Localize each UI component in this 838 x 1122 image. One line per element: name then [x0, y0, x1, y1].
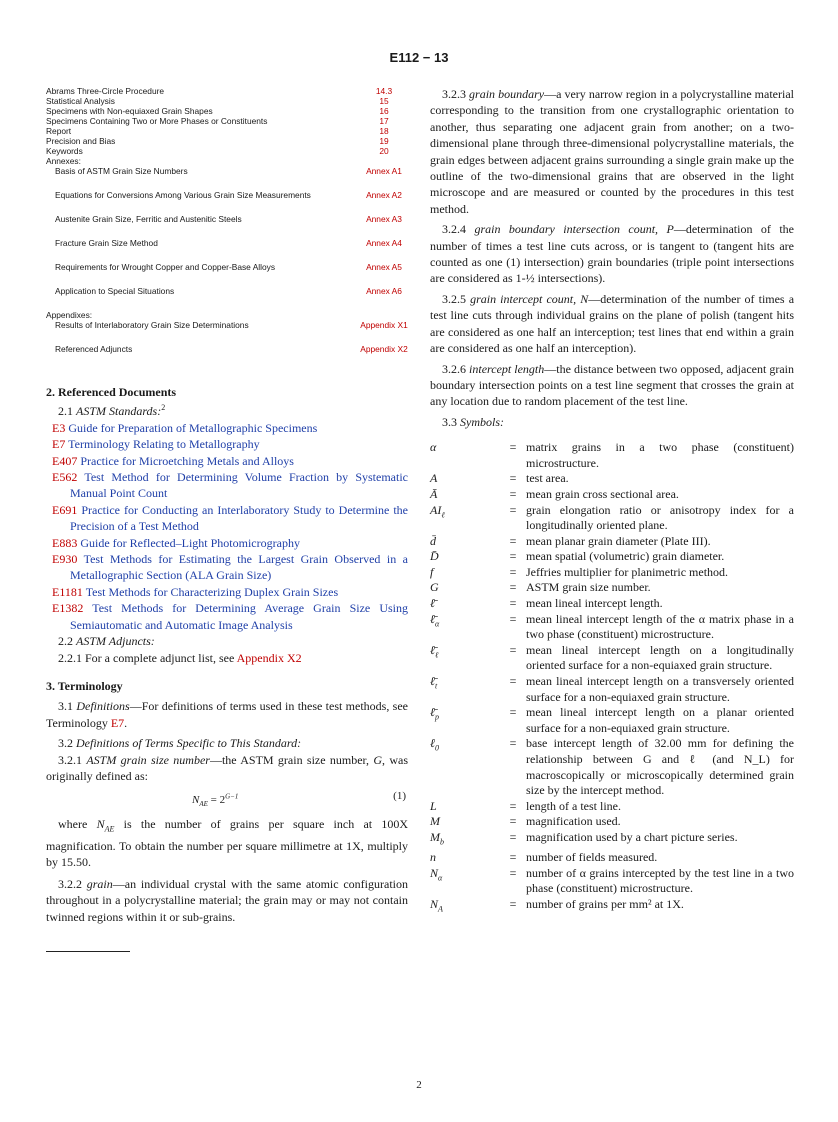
- standard-title: Terminology Relating to Metallography: [68, 437, 260, 452]
- toc-row: [46, 344, 408, 368]
- toc-row: [46, 116, 408, 126]
- equals-sign: =: [509, 596, 517, 611]
- symbol-row: [430, 596, 794, 612]
- symbol-description: mean spatial (volumetric) grain diameter.: [526, 549, 725, 564]
- referenced-document: [46, 600, 408, 633]
- toc-ref-link[interactable]: 15: [379, 96, 389, 106]
- e7-link[interactable]: E7: [110, 715, 125, 730]
- toc-label: Equations for Conversions Among Various Grain Size Measurements: [55, 190, 311, 200]
- symbol-row: [430, 866, 794, 897]
- toc-ref-link[interactable]: Appendix X1: [360, 320, 408, 330]
- symbol-description: matrix grains in a two phase (constituent) microstructure.: [526, 440, 794, 470]
- referenced-documents-list: [46, 420, 408, 633]
- section-2-2: 2.2 ASTM Adjuncts:: [58, 634, 155, 649]
- section-3-2-2: 3.2.2 grain—an individual crystal with the same atomic configuration throughout in a polycrystalline material; the grain may or may not contain twinned regions within it or sub-grains.: [46, 876, 408, 924]
- toc-row: [46, 214, 408, 238]
- right-column: [430, 86, 794, 917]
- toc-ref-link[interactable]: Annex A6: [366, 286, 402, 296]
- standard-code-link[interactable]: E7: [52, 437, 66, 452]
- toc-label: Specimens with Non-equiaxed Grain Shapes: [46, 106, 213, 116]
- section-3-2-3: 3.2.3 grain boundary—a very narrow region in a polycrystalline material corresponding to the transition from one crystallographic orientation to another, thus separating one adjacent grain from another; on a two-dimensional plane through three-dimensional polycrystalline materials, the grain edges between adjacent grains surrounding a single grain make up the outline of the two-dimensional grains that are observed in the light microscope and are measured or counted by the procedures in this test method.: [430, 87, 794, 216]
- symbol-row: [430, 487, 794, 503]
- page-header: E112 − 13: [389, 50, 449, 65]
- symbol-description: number of grains per mm² at 1X.: [526, 896, 684, 911]
- symbol: d̄: [430, 533, 436, 548]
- symbol-description: Jeffries multiplier for planimetric method.: [526, 564, 729, 579]
- toc-ref-link[interactable]: 19: [379, 136, 389, 146]
- referenced-document: [46, 453, 408, 469]
- where-clause: where $N_{AE}$ is the number of grains per square inch at 100X magnification. To obtain the number per square millimetre at 1X, multiply by 15.50.: [46, 817, 409, 870]
- toc-label: Statistical Analysis: [46, 96, 115, 106]
- symbol: D̄: [430, 549, 439, 564]
- equals-sign: =: [509, 798, 517, 813]
- toc-label: Basis of ASTM Grain Size Numbers: [55, 166, 188, 176]
- toc-ref-link[interactable]: Annex A4: [366, 238, 402, 248]
- equals-sign: =: [509, 440, 517, 455]
- equals-sign: =: [509, 580, 517, 595]
- symbol-row: [430, 549, 794, 565]
- symbol-row: [430, 580, 794, 596]
- equals-sign: =: [509, 849, 517, 864]
- symbol-row: [430, 440, 794, 471]
- symbol: L: [430, 798, 437, 813]
- equation-number: (1): [393, 790, 406, 803]
- equals-sign: =: [509, 896, 517, 911]
- symbol-description: mean lineal intercept length on a planar oriented surface for a non-equiaxed grain structure.: [526, 705, 794, 735]
- equals-sign: =: [509, 471, 517, 486]
- equals-sign: =: [509, 502, 517, 517]
- section-2-1: 2.1 ASTM Standards:$^2$: [58, 403, 166, 419]
- standard-title: Guide for Preparation of Metallographic Specimens: [68, 420, 318, 435]
- symbol-description: length of a test line.: [526, 798, 621, 813]
- referenced-document: [46, 420, 408, 436]
- toc-row: [46, 86, 408, 96]
- toc-label: Specimens Containing Two or More Phases or Constituents: [46, 116, 268, 126]
- equals-sign: =: [509, 564, 517, 579]
- referenced-document: [46, 584, 408, 600]
- referenced-document: [46, 469, 408, 502]
- equals-sign: =: [509, 865, 517, 880]
- symbol-description: mean lineal intercept length.: [526, 596, 663, 611]
- toc-ref-link[interactable]: 14.3: [375, 86, 393, 96]
- toc-row: [46, 156, 408, 166]
- standard-title: Test Methods for Determining Average Grain Size Using Semiautomatic and Automatic Image Analysis: [70, 601, 408, 632]
- toc-row: [46, 262, 408, 286]
- symbol-description: number of α grains intercepted by the test line in a two phase (constituent) microstructure.: [526, 865, 794, 896]
- symbol-description: mean lineal intercept length of the α matrix phase in a two phase (constituent) microstructure.: [526, 611, 794, 642]
- symbol-row: [430, 814, 794, 830]
- symbol-row: [430, 534, 794, 550]
- symbol-description: grain elongation ratio or anisotropy index for a longitudinally oriented plane.: [526, 502, 794, 533]
- standard-code-link[interactable]: E407: [52, 453, 78, 468]
- section-3-2: 3.2 Definitions of Terms Specific to This Standard:: [58, 736, 302, 751]
- toc-row: [46, 96, 408, 106]
- referenced-document: [46, 551, 408, 584]
- section-3-1: 3.1 Definitions—For definitions of terms used in these test methods, see Terminology E7.: [46, 699, 409, 730]
- toc-ref-link[interactable]: [360, 156, 408, 166]
- symbol: G: [430, 580, 439, 595]
- section-3-heading: 3. Terminology: [46, 678, 123, 693]
- section-3-2-4: 3.2.4 grain boundary intersection count, P—determination of the number of times a test line cuts across, or is tangent to (tangent hits are counted as one (1) intersection) grain boundaries (triple point intersections are considered as 1-½ intersections).: [430, 222, 794, 286]
- equals-sign: =: [509, 829, 517, 844]
- symbol-description: mean lineal intercept length on a transversely oriented surface for a non-equiaxed grain structure.: [526, 674, 794, 704]
- symbol-description: mean planar grain diameter (Plate III).: [526, 533, 711, 548]
- toc-ref-link[interactable]: Annex A5: [366, 262, 402, 272]
- page-number: 2: [416, 1079, 422, 1091]
- symbol-description: magnification used.: [526, 814, 621, 829]
- symbol-row: [430, 674, 794, 705]
- section-3-2-5: 3.2.5 grain intercept count, N—determination of the number of times a test line cuts through individual grains on the plane of polish (tangent hits are considered as one half an interception; test lines that end within a grain are considered as one half an interception).: [430, 291, 795, 356]
- symbol: n: [430, 849, 436, 864]
- toc-label: Keywords: [46, 146, 83, 156]
- section-3-2-6: 3.2.6 intercept length—the distance between two opposed, adjacent grain boundary intersection points on a test line segment that crosses the grain at any location due to random placement of the test line.: [430, 361, 794, 409]
- standard-code-link[interactable]: E1181: [52, 584, 83, 599]
- symbol-row: [430, 736, 794, 798]
- equals-sign: =: [509, 549, 517, 564]
- symbol-description: mean lineal intercept length on a longitudinally oriented surface for a non-equiaxed grain structure.: [526, 642, 794, 673]
- symbol-row: [430, 503, 794, 534]
- symbol-description: magnification used by a chart picture series.: [526, 829, 738, 844]
- toc-ref-link[interactable]: Annex A2: [366, 190, 402, 200]
- symbol-description: mean grain cross sectional area.: [526, 486, 679, 501]
- toc-label: Abrams Three-Circle Procedure: [46, 86, 165, 96]
- toc-label: Fracture Grain Size Method: [55, 238, 158, 248]
- symbol-description: base intercept length of 32.00 mm for defining the relationship between G and ℓ (and N_L) for macroscopically or microscopically determined grain size by the intercept method.: [526, 736, 794, 798]
- toc-ref-link[interactable]: Annex A3: [366, 214, 402, 224]
- symbol: $N_A$: [430, 896, 443, 914]
- section-2-2-1: 2.2.1 For a complete adjunct list, see Appendix X2: [58, 650, 302, 665]
- section-2-heading: 2. Referenced Documents: [46, 385, 177, 399]
- equals-sign: =: [509, 642, 517, 657]
- table-of-contents: [46, 86, 408, 368]
- referenced-document: [46, 535, 408, 551]
- toc-label: Appendixes:: [46, 310, 93, 320]
- appendix-x2-link[interactable]: Appendix X2: [236, 650, 302, 665]
- standard-title: Guide for Reflected–Light Photomicrography: [80, 535, 300, 550]
- symbol-row: [430, 830, 794, 850]
- toc-ref-link[interactable]: 18: [379, 126, 389, 136]
- toc-label: Application to Special Situations: [55, 286, 175, 296]
- symbol: f: [430, 564, 434, 579]
- equals-sign: =: [509, 705, 517, 720]
- toc-label: Austenite Grain Size, Ferritic and Austenitic Steels: [55, 214, 242, 224]
- symbol: ℓ$_0$: [430, 736, 439, 753]
- standard-title: Practice for Microetching Metals and Alloys: [80, 453, 294, 468]
- referenced-document: [46, 502, 408, 535]
- symbol: Ā: [430, 486, 438, 501]
- symbol: $\ell̄_\ell$: [430, 642, 439, 660]
- standard-title: Test Methods for Characterizing Duplex Grain Sizes: [85, 584, 339, 599]
- symbol: $\ell̄_\alpha$: [430, 611, 440, 629]
- toc-ref-link[interactable]: Annex A1: [366, 166, 402, 176]
- symbol-row: [430, 565, 794, 581]
- symbol-row: [430, 850, 794, 866]
- equals-sign: =: [509, 611, 517, 626]
- footnote-rule: [46, 951, 130, 952]
- toc-row: [46, 190, 408, 214]
- symbol-row: [430, 705, 794, 736]
- toc-ref-link[interactable]: 17: [379, 116, 389, 126]
- toc-ref-link[interactable]: Appendix X2: [360, 344, 408, 354]
- toc-row: [46, 238, 408, 262]
- standard-title: Practice for Conducting an Interlaboratory Study to Determine the Precision of a Test Method: [70, 502, 408, 534]
- toc-row: [46, 320, 408, 344]
- standard-code-link[interactable]: E883: [52, 535, 78, 550]
- toc-ref-link[interactable]: 16: [379, 106, 389, 116]
- toc-label: Results of Interlaboratory Grain Size Determinations: [55, 320, 249, 330]
- symbol: ℓ̄: [430, 596, 435, 611]
- toc-ref-link[interactable]: [360, 310, 408, 320]
- left-column: [46, 86, 408, 952]
- toc-row: [46, 106, 408, 116]
- symbol-row: [430, 471, 794, 487]
- standard-code-link[interactable]: E562: [52, 470, 78, 485]
- referenced-document: [46, 436, 408, 452]
- symbol-row: [430, 612, 794, 643]
- standard-title: Test Methods for Estimating the Largest Grain Observed in a Metallographic Section (ALA Grain Size): [70, 552, 408, 583]
- equals-sign: =: [509, 736, 517, 751]
- equals-sign: =: [509, 814, 517, 829]
- section-3-2-1: 3.2.1 ASTM grain size number—the ASTM grain size number, G, was originally defined as:: [46, 752, 409, 783]
- toc-label: Report: [46, 126, 72, 136]
- symbol-row: [430, 897, 794, 917]
- symbol: $N_\alpha$: [430, 865, 443, 882]
- symbol-description: test area.: [526, 471, 569, 486]
- toc-row: [46, 166, 408, 190]
- equals-sign: =: [509, 486, 517, 501]
- toc-row: [46, 146, 408, 156]
- symbol-description: ASTM grain size number.: [526, 580, 651, 595]
- toc-ref-link[interactable]: 20: [379, 146, 389, 156]
- equation-1: $N_{AE} = 2^{G-1}$ (1): [192, 790, 406, 809]
- standard-code-link[interactable]: E691: [52, 502, 78, 517]
- symbol: $\ell̄_p$: [430, 705, 439, 722]
- toc-row: [46, 310, 408, 320]
- symbol-row: [430, 643, 794, 674]
- symbol-description: number of fields measured.: [526, 849, 658, 864]
- toc-label: Requirements for Wrought Copper and Copper-Base Alloys: [55, 262, 276, 272]
- toc-label: Annexes:: [46, 156, 81, 166]
- symbol-row: [430, 799, 794, 815]
- standard-code-link[interactable]: E3: [52, 420, 66, 435]
- symbol: A: [430, 471, 438, 486]
- symbols-list: [430, 440, 794, 917]
- toc-label: Precision and Bias: [46, 136, 116, 146]
- equals-sign: =: [509, 533, 517, 548]
- standard-code-link[interactable]: E930: [52, 552, 78, 567]
- standard-title: Test Method for Determining Volume Fraction by Systematic Manual Point Count: [70, 470, 408, 501]
- symbol: M: [430, 814, 440, 829]
- symbol: α: [430, 440, 437, 455]
- standard-code-link[interactable]: E1382: [52, 601, 84, 616]
- toc-label: Referenced Adjuncts: [55, 344, 133, 354]
- symbol: $\ell̄_t$: [430, 674, 438, 691]
- symbol: $AI_\ell$: [430, 502, 445, 519]
- symbol: $M_b$: [430, 829, 444, 847]
- section-3-3: 3.3 Symbols:: [442, 414, 504, 429]
- equals-sign: =: [509, 674, 517, 689]
- toc-row: [46, 286, 408, 310]
- toc-row: [46, 126, 408, 136]
- toc-row: [46, 136, 408, 146]
